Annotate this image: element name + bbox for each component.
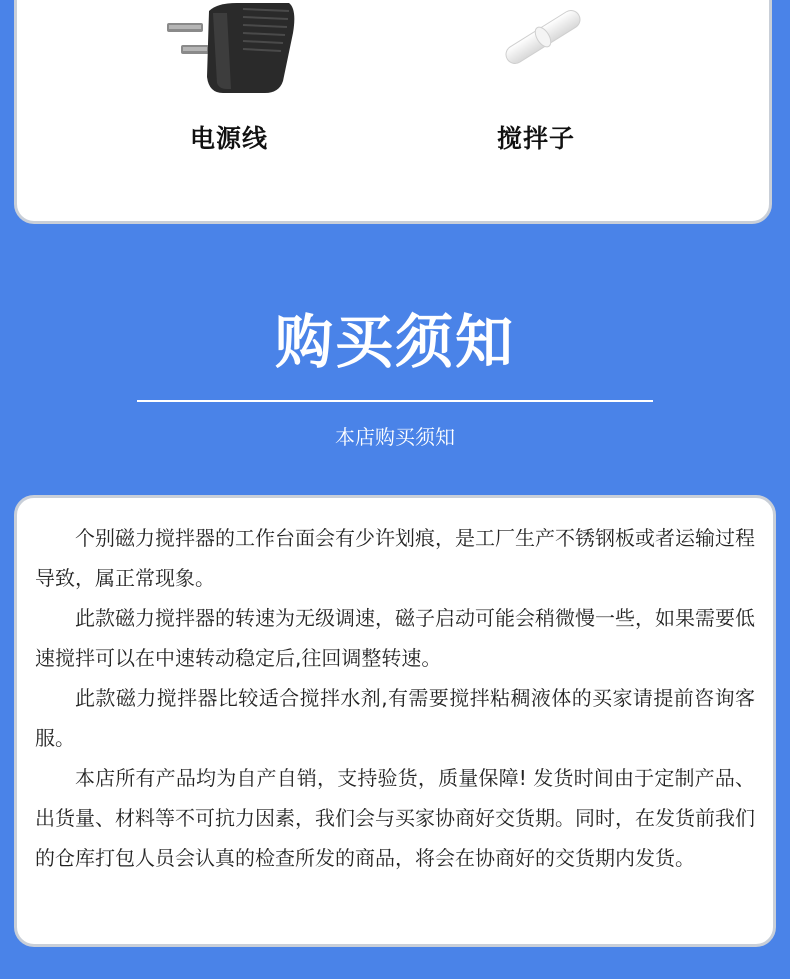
accessories-card <box>14 0 772 224</box>
divider <box>137 400 653 402</box>
notice-paragraph-surface-scratches: 个别磁力搅拌器的工作台面会有少许划痕，是工厂生产不锈钢板或者运输过程导致，属正常现象。 <box>35 526 755 590</box>
stir-bar-label: 搅拌子 <box>497 124 576 153</box>
notice-paragraph-shipping: 本店所有产品均为自产自销，支持验货，质量保障! 发货时间由于定制产品、出货量、材料等不可抗力因素，我们会与买家协商好交货期。同时，在发货前我们的仓库打包人员会认真的检查所发的商品，将会在协商好的交货期内发货。 <box>35 766 755 870</box>
power-adapter-icon <box>157 3 307 95</box>
purchase-notice-card <box>14 495 776 947</box>
section-subtitle: 本店购买须知 <box>335 425 455 449</box>
power-cord-label: 电源线 <box>190 124 269 153</box>
notice-paragraph-liquid-suitability: 此款磁力搅拌器比较适合搅拌水剂,有需要搅拌粘稠液体的买家请提前咨询客服。 <box>35 686 755 750</box>
notice-paragraph-speed-control: 此款磁力搅拌器的转速为无级调速，磁子启动可能会稍微慢一些，如果需要低速搅拌可以在中速转动稳定后,往回调整转速。 <box>35 606 755 670</box>
section-title: 购买须知 <box>274 308 515 376</box>
stir-bar-icon <box>495 7 591 67</box>
